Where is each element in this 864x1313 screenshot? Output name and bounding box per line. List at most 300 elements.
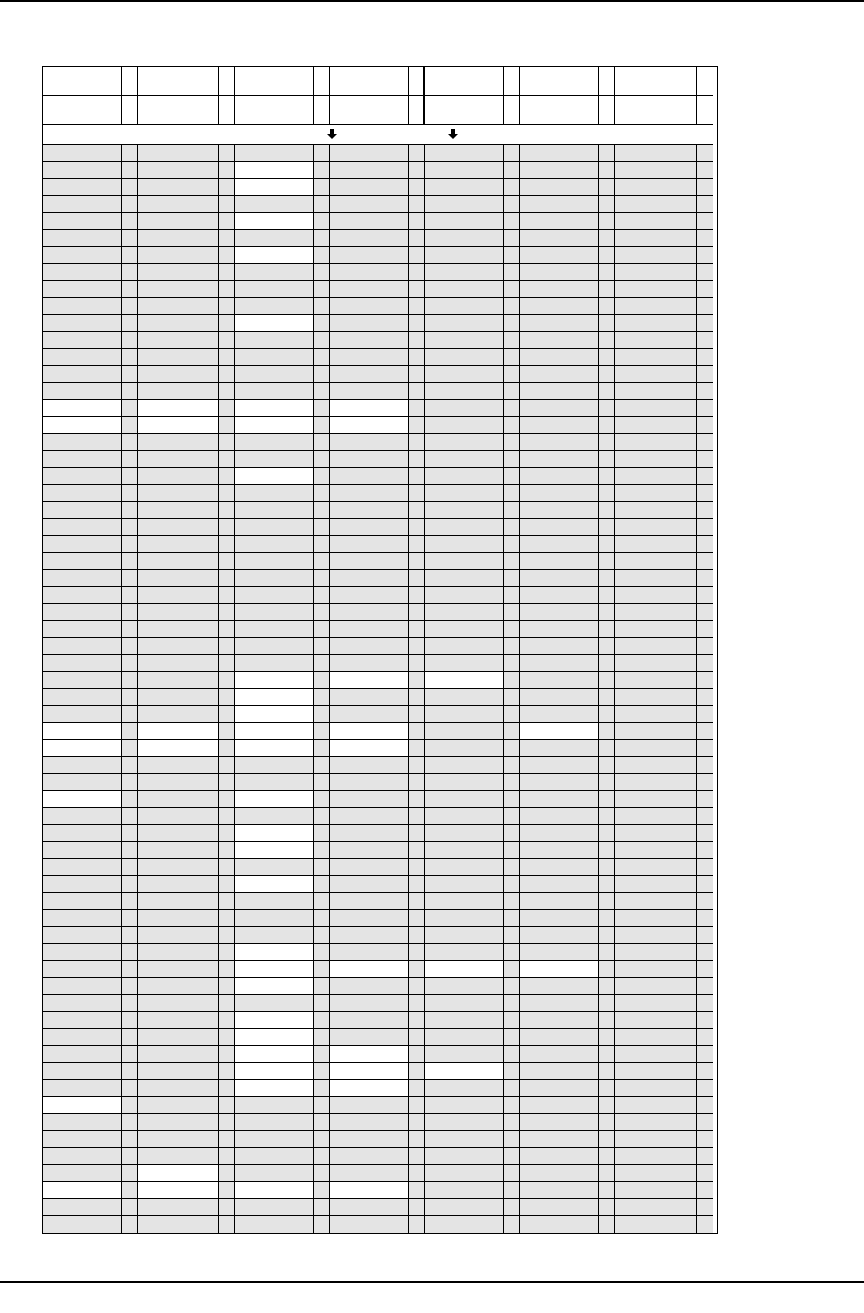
entry-cell[interactable]: [43, 1080, 122, 1097]
entry-cell[interactable]: [235, 553, 314, 570]
entry-cell[interactable]: [330, 1046, 409, 1063]
entry-cell[interactable]: [330, 519, 409, 536]
entry-cell[interactable]: [330, 995, 409, 1012]
entry-cell[interactable]: [425, 1029, 504, 1046]
entry-cell[interactable]: [330, 281, 409, 298]
entry-cell[interactable]: [425, 1097, 504, 1114]
entry-cell[interactable]: [520, 349, 599, 366]
entry-cell[interactable]: [615, 1012, 697, 1029]
entry-cell[interactable]: [520, 519, 599, 536]
entry-cell[interactable]: [520, 1148, 599, 1165]
entry-cell[interactable]: [43, 1063, 122, 1080]
entry-cell[interactable]: [425, 1199, 504, 1216]
entry-cell[interactable]: [235, 451, 314, 468]
entry-cell[interactable]: [235, 570, 314, 587]
entry-cell[interactable]: [138, 145, 219, 162]
entry-cell[interactable]: [138, 485, 219, 502]
entry-cell[interactable]: [520, 468, 599, 485]
entry-cell[interactable]: [615, 196, 697, 213]
entry-cell[interactable]: [330, 417, 409, 434]
entry-cell[interactable]: [330, 604, 409, 621]
entry-cell[interactable]: [330, 893, 409, 910]
entry-cell[interactable]: [615, 1199, 697, 1216]
entry-cell[interactable]: [138, 706, 219, 723]
entry-cell[interactable]: [615, 281, 697, 298]
entry-cell[interactable]: [235, 1012, 314, 1029]
entry-cell[interactable]: [330, 1216, 409, 1233]
entry-cell[interactable]: [520, 927, 599, 944]
entry-cell[interactable]: [615, 944, 697, 961]
entry-cell[interactable]: [425, 774, 504, 791]
entry-cell[interactable]: [43, 1199, 122, 1216]
entry-cell[interactable]: [138, 1148, 219, 1165]
entry-cell[interactable]: [330, 791, 409, 808]
entry-cell[interactable]: [520, 1165, 599, 1182]
entry-cell[interactable]: [138, 842, 219, 859]
entry-cell[interactable]: [138, 264, 219, 281]
entry-cell[interactable]: [138, 1199, 219, 1216]
entry-cell[interactable]: [615, 1165, 697, 1182]
entry-cell[interactable]: [138, 536, 219, 553]
entry-cell[interactable]: [43, 536, 122, 553]
entry-cell[interactable]: [425, 1131, 504, 1148]
entry-cell[interactable]: [138, 808, 219, 825]
entry-cell[interactable]: [425, 740, 504, 757]
entry-cell[interactable]: [615, 366, 697, 383]
entry-cell[interactable]: [235, 434, 314, 451]
entry-cell[interactable]: [235, 859, 314, 876]
entry-cell[interactable]: [138, 247, 219, 264]
entry-cell[interactable]: [43, 587, 122, 604]
entry-cell[interactable]: [520, 995, 599, 1012]
entry-cell[interactable]: [520, 485, 599, 502]
entry-cell[interactable]: [138, 791, 219, 808]
entry-cell[interactable]: [520, 859, 599, 876]
entry-cell[interactable]: [138, 978, 219, 995]
entry-cell[interactable]: [138, 876, 219, 893]
entry-cell[interactable]: [330, 196, 409, 213]
entry-cell[interactable]: [235, 349, 314, 366]
entry-cell[interactable]: [425, 519, 504, 536]
entry-cell[interactable]: [615, 485, 697, 502]
entry-cell[interactable]: [138, 196, 219, 213]
entry-cell[interactable]: [138, 349, 219, 366]
entry-cell[interactable]: [520, 145, 599, 162]
entry-cell[interactable]: [235, 757, 314, 774]
entry-cell[interactable]: [330, 961, 409, 978]
entry-cell[interactable]: [235, 468, 314, 485]
entry-cell[interactable]: [330, 1148, 409, 1165]
entry-cell[interactable]: [425, 536, 504, 553]
entry-cell[interactable]: [520, 876, 599, 893]
entry-cell[interactable]: [425, 417, 504, 434]
entry-cell[interactable]: [43, 451, 122, 468]
entry-cell[interactable]: [520, 451, 599, 468]
entry-cell[interactable]: [43, 1131, 122, 1148]
entry-cell[interactable]: [235, 893, 314, 910]
entry-cell[interactable]: [520, 706, 599, 723]
entry-cell[interactable]: [330, 1097, 409, 1114]
entry-cell[interactable]: [425, 349, 504, 366]
entry-cell[interactable]: [235, 876, 314, 893]
entry-cell[interactable]: [235, 638, 314, 655]
entry-cell[interactable]: [330, 808, 409, 825]
entry-cell[interactable]: [138, 383, 219, 400]
entry-cell[interactable]: [43, 740, 122, 757]
entry-cell[interactable]: [330, 383, 409, 400]
entry-cell[interactable]: [615, 553, 697, 570]
entry-cell[interactable]: [235, 1182, 314, 1199]
entry-cell[interactable]: [43, 366, 122, 383]
entry-cell[interactable]: [330, 927, 409, 944]
entry-cell[interactable]: [615, 349, 697, 366]
entry-cell[interactable]: [138, 1012, 219, 1029]
entry-cell[interactable]: [520, 281, 599, 298]
entry-cell[interactable]: [138, 468, 219, 485]
entry-cell[interactable]: [330, 587, 409, 604]
entry-cell[interactable]: [425, 978, 504, 995]
entry-cell[interactable]: [425, 502, 504, 519]
entry-cell[interactable]: [615, 1029, 697, 1046]
entry-cell[interactable]: [138, 570, 219, 587]
entry-cell[interactable]: [138, 417, 219, 434]
entry-cell[interactable]: [235, 332, 314, 349]
entry-cell[interactable]: [615, 927, 697, 944]
entry-cell[interactable]: [425, 689, 504, 706]
entry-cell[interactable]: [235, 213, 314, 230]
entry-cell[interactable]: [330, 723, 409, 740]
entry-cell[interactable]: [235, 1148, 314, 1165]
entry-cell[interactable]: [235, 910, 314, 927]
entry-cell[interactable]: [138, 400, 219, 417]
entry-cell[interactable]: [425, 621, 504, 638]
entry-cell[interactable]: [520, 1182, 599, 1199]
entry-cell[interactable]: [330, 876, 409, 893]
entry-cell[interactable]: [330, 366, 409, 383]
entry-cell[interactable]: [520, 825, 599, 842]
entry-cell[interactable]: [330, 706, 409, 723]
entry-cell[interactable]: [330, 468, 409, 485]
entry-cell[interactable]: [330, 757, 409, 774]
entry-cell[interactable]: [43, 689, 122, 706]
entry-cell[interactable]: [330, 978, 409, 995]
entry-cell[interactable]: [43, 349, 122, 366]
entry-cell[interactable]: [425, 910, 504, 927]
entry-cell[interactable]: [330, 1182, 409, 1199]
entry-cell[interactable]: [43, 400, 122, 417]
entry-cell[interactable]: [330, 655, 409, 672]
entry-cell[interactable]: [330, 1080, 409, 1097]
entry-cell[interactable]: [43, 570, 122, 587]
entry-cell[interactable]: [615, 774, 697, 791]
entry-cell[interactable]: [425, 927, 504, 944]
entry-cell[interactable]: [615, 757, 697, 774]
entry-cell[interactable]: [138, 281, 219, 298]
entry-cell[interactable]: [425, 995, 504, 1012]
entry-cell[interactable]: [43, 519, 122, 536]
entry-cell[interactable]: [138, 1097, 219, 1114]
entry-cell[interactable]: [43, 485, 122, 502]
entry-cell[interactable]: [235, 825, 314, 842]
entry-cell[interactable]: [425, 1012, 504, 1029]
entry-cell[interactable]: [43, 842, 122, 859]
entry-cell[interactable]: [43, 1029, 122, 1046]
entry-cell[interactable]: [615, 400, 697, 417]
entry-cell[interactable]: [615, 570, 697, 587]
entry-cell[interactable]: [235, 230, 314, 247]
entry-cell[interactable]: [520, 1080, 599, 1097]
entry-cell[interactable]: [43, 332, 122, 349]
entry-cell[interactable]: [235, 196, 314, 213]
entry-cell[interactable]: [615, 213, 697, 230]
entry-cell[interactable]: [43, 417, 122, 434]
entry-cell[interactable]: [425, 757, 504, 774]
entry-cell[interactable]: [138, 910, 219, 927]
entry-cell[interactable]: [615, 638, 697, 655]
entry-cell[interactable]: [615, 1216, 697, 1233]
entry-cell[interactable]: [330, 400, 409, 417]
entry-cell[interactable]: [43, 213, 122, 230]
entry-cell[interactable]: [615, 1063, 697, 1080]
entry-cell[interactable]: [615, 825, 697, 842]
entry-cell[interactable]: [520, 1063, 599, 1080]
entry-cell[interactable]: [425, 587, 504, 604]
entry-cell[interactable]: [520, 689, 599, 706]
entry-cell[interactable]: [615, 1114, 697, 1131]
entry-cell[interactable]: [425, 213, 504, 230]
entry-cell[interactable]: [138, 1114, 219, 1131]
entry-cell[interactable]: [235, 502, 314, 519]
entry-cell[interactable]: [235, 1046, 314, 1063]
entry-cell[interactable]: [138, 774, 219, 791]
entry-cell[interactable]: [43, 145, 122, 162]
entry-cell[interactable]: [43, 162, 122, 179]
entry-cell[interactable]: [615, 502, 697, 519]
entry-cell[interactable]: [520, 264, 599, 281]
entry-cell[interactable]: [138, 757, 219, 774]
entry-cell[interactable]: [235, 281, 314, 298]
entry-cell[interactable]: [520, 383, 599, 400]
entry-cell[interactable]: [425, 893, 504, 910]
entry-cell[interactable]: [520, 179, 599, 196]
entry-cell[interactable]: [43, 604, 122, 621]
entry-cell[interactable]: [425, 1182, 504, 1199]
entry-cell[interactable]: [235, 672, 314, 689]
entry-cell[interactable]: [138, 502, 219, 519]
entry-cell[interactable]: [330, 298, 409, 315]
entry-cell[interactable]: [425, 1148, 504, 1165]
entry-cell[interactable]: [43, 179, 122, 196]
entry-cell[interactable]: [425, 638, 504, 655]
entry-cell[interactable]: [138, 230, 219, 247]
entry-cell[interactable]: [330, 638, 409, 655]
entry-cell[interactable]: [235, 723, 314, 740]
entry-cell[interactable]: [138, 723, 219, 740]
entry-cell[interactable]: [520, 400, 599, 417]
entry-cell[interactable]: [520, 1097, 599, 1114]
entry-cell[interactable]: [43, 961, 122, 978]
entry-cell[interactable]: [425, 366, 504, 383]
entry-cell[interactable]: [330, 451, 409, 468]
entry-cell[interactable]: [425, 1046, 504, 1063]
entry-cell[interactable]: [330, 825, 409, 842]
entry-cell[interactable]: [43, 672, 122, 689]
entry-cell[interactable]: [138, 1216, 219, 1233]
entry-cell[interactable]: [138, 553, 219, 570]
entry-cell[interactable]: [43, 298, 122, 315]
entry-cell[interactable]: [615, 706, 697, 723]
entry-cell[interactable]: [43, 468, 122, 485]
entry-cell[interactable]: [235, 400, 314, 417]
entry-cell[interactable]: [138, 298, 219, 315]
entry-cell[interactable]: [235, 774, 314, 791]
entry-cell[interactable]: [138, 995, 219, 1012]
entry-cell[interactable]: [138, 1165, 219, 1182]
entry-cell[interactable]: [235, 162, 314, 179]
entry-cell[interactable]: [138, 604, 219, 621]
entry-cell[interactable]: [138, 961, 219, 978]
entry-cell[interactable]: [235, 689, 314, 706]
entry-cell[interactable]: [615, 621, 697, 638]
entry-cell[interactable]: [138, 655, 219, 672]
entry-cell[interactable]: [235, 366, 314, 383]
entry-cell[interactable]: [425, 1216, 504, 1233]
entry-cell[interactable]: [43, 621, 122, 638]
entry-cell[interactable]: [138, 366, 219, 383]
entry-cell[interactable]: [235, 944, 314, 961]
entry-cell[interactable]: [330, 1199, 409, 1216]
entry-cell[interactable]: [43, 944, 122, 961]
entry-cell[interactable]: [425, 383, 504, 400]
entry-cell[interactable]: [330, 621, 409, 638]
entry-cell[interactable]: [520, 213, 599, 230]
entry-cell[interactable]: [330, 1029, 409, 1046]
entry-cell[interactable]: [520, 162, 599, 179]
entry-cell[interactable]: [615, 995, 697, 1012]
entry-cell[interactable]: [235, 995, 314, 1012]
entry-cell[interactable]: [615, 247, 697, 264]
entry-cell[interactable]: [520, 366, 599, 383]
entry-cell[interactable]: [615, 604, 697, 621]
entry-cell[interactable]: [615, 230, 697, 247]
entry-cell[interactable]: [520, 1114, 599, 1131]
entry-cell[interactable]: [138, 825, 219, 842]
entry-cell[interactable]: [138, 315, 219, 332]
entry-cell[interactable]: [235, 604, 314, 621]
entry-cell[interactable]: [520, 961, 599, 978]
entry-cell[interactable]: [138, 1046, 219, 1063]
entry-cell[interactable]: [330, 859, 409, 876]
entry-cell[interactable]: [520, 1029, 599, 1046]
entry-cell[interactable]: [43, 1165, 122, 1182]
entry-cell[interactable]: [138, 944, 219, 961]
entry-cell[interactable]: [138, 740, 219, 757]
entry-cell[interactable]: [425, 281, 504, 298]
entry-cell[interactable]: [138, 332, 219, 349]
entry-cell[interactable]: [520, 910, 599, 927]
entry-cell[interactable]: [235, 1114, 314, 1131]
entry-cell[interactable]: [43, 315, 122, 332]
entry-cell[interactable]: [615, 1097, 697, 1114]
entry-cell[interactable]: [615, 1131, 697, 1148]
entry-cell[interactable]: [235, 1216, 314, 1233]
entry-cell[interactable]: [425, 876, 504, 893]
entry-cell[interactable]: [138, 179, 219, 196]
entry-cell[interactable]: [615, 1080, 697, 1097]
entry-cell[interactable]: [138, 1182, 219, 1199]
entry-cell[interactable]: [425, 332, 504, 349]
entry-cell[interactable]: [615, 791, 697, 808]
entry-cell[interactable]: [235, 1029, 314, 1046]
entry-cell[interactable]: [138, 893, 219, 910]
entry-cell[interactable]: [235, 706, 314, 723]
entry-cell[interactable]: [615, 383, 697, 400]
entry-cell[interactable]: [425, 485, 504, 502]
entry-cell[interactable]: [520, 1012, 599, 1029]
entry-cell[interactable]: [43, 502, 122, 519]
entry-cell[interactable]: [235, 655, 314, 672]
entry-cell[interactable]: [425, 706, 504, 723]
entry-cell[interactable]: [138, 1131, 219, 1148]
entry-cell[interactable]: [520, 332, 599, 349]
entry-cell[interactable]: [330, 247, 409, 264]
entry-cell[interactable]: [520, 978, 599, 995]
entry-cell[interactable]: [425, 315, 504, 332]
entry-cell[interactable]: [425, 604, 504, 621]
entry-cell[interactable]: [425, 247, 504, 264]
entry-cell[interactable]: [330, 349, 409, 366]
entry-cell[interactable]: [615, 519, 697, 536]
entry-cell[interactable]: [520, 740, 599, 757]
entry-cell[interactable]: [43, 876, 122, 893]
entry-cell[interactable]: [43, 808, 122, 825]
entry-cell[interactable]: [520, 570, 599, 587]
entry-cell[interactable]: [615, 808, 697, 825]
entry-cell[interactable]: [43, 706, 122, 723]
entry-cell[interactable]: [615, 978, 697, 995]
entry-cell[interactable]: [330, 213, 409, 230]
entry-cell[interactable]: [235, 1131, 314, 1148]
entry-cell[interactable]: [235, 927, 314, 944]
entry-cell[interactable]: [520, 604, 599, 621]
entry-cell[interactable]: [520, 1131, 599, 1148]
entry-cell[interactable]: [425, 672, 504, 689]
entry-cell[interactable]: [615, 434, 697, 451]
entry-cell[interactable]: [425, 179, 504, 196]
entry-cell[interactable]: [520, 621, 599, 638]
entry-cell[interactable]: [425, 961, 504, 978]
entry-cell[interactable]: [330, 502, 409, 519]
entry-cell[interactable]: [425, 825, 504, 842]
entry-cell[interactable]: [330, 910, 409, 927]
entry-cell[interactable]: [330, 689, 409, 706]
entry-cell[interactable]: [330, 553, 409, 570]
entry-cell[interactable]: [330, 1131, 409, 1148]
entry-cell[interactable]: [43, 723, 122, 740]
entry-cell[interactable]: [138, 451, 219, 468]
entry-cell[interactable]: [615, 451, 697, 468]
entry-cell[interactable]: [235, 247, 314, 264]
entry-cell[interactable]: [138, 434, 219, 451]
entry-cell[interactable]: [43, 655, 122, 672]
entry-cell[interactable]: [138, 1080, 219, 1097]
entry-cell[interactable]: [425, 944, 504, 961]
entry-cell[interactable]: [43, 281, 122, 298]
entry-cell[interactable]: [520, 842, 599, 859]
entry-cell[interactable]: [43, 1097, 122, 1114]
entry-cell[interactable]: [425, 434, 504, 451]
entry-cell[interactable]: [520, 247, 599, 264]
